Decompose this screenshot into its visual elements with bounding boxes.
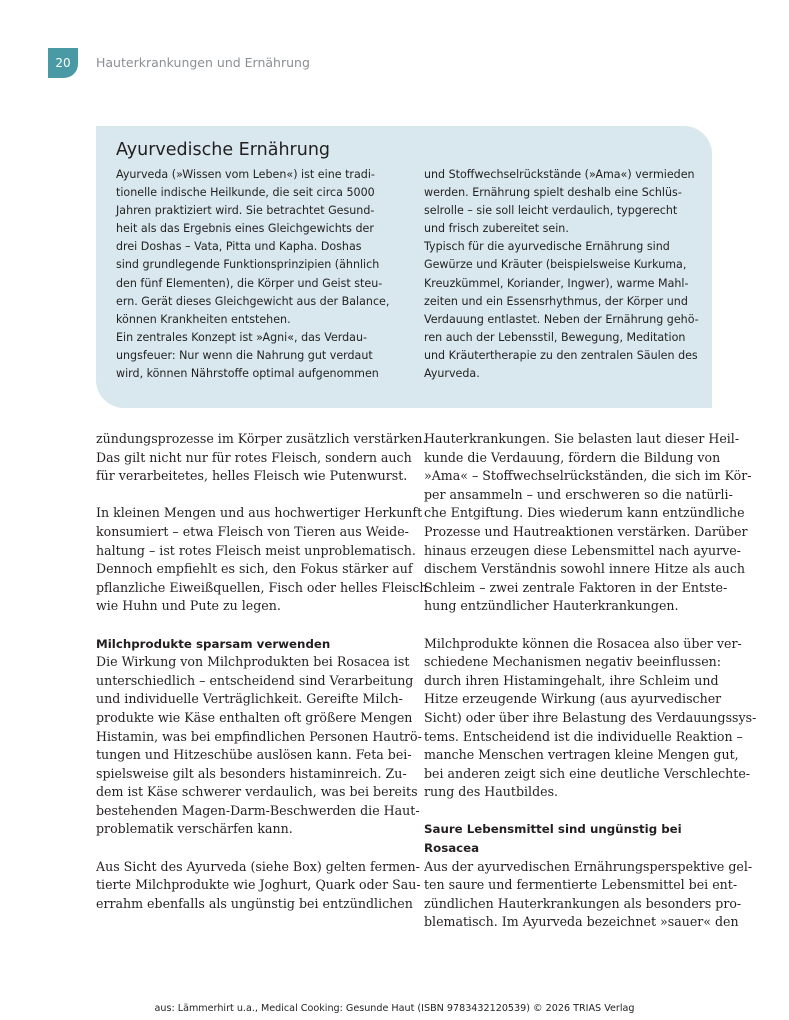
text-line: tems. Entscheidend ist die individuelle Reaktion – [424, 728, 743, 744]
text-line: Sicht) oder über ihre Belastung des Verdauungssys- [424, 709, 757, 725]
text-line: bei anderen zeigt sich eine deutliche Verschlechte- [424, 765, 751, 781]
text-line: Ayurveda (»Wissen vom Leben«) ist eine tradi- [116, 168, 375, 181]
info-box-title: Ayurvedische Ernährung [116, 140, 331, 160]
text-line: hinaus erzeugen diese Lebensmittel nach ayurve- [424, 542, 741, 558]
text-line: und Kräutertherapie zu den zentralen Säulen des [424, 348, 698, 362]
text-line: Das gilt nicht nur für rotes Fleisch, sondern auch [96, 449, 412, 465]
text-line: durch ihren Histamingehalt, ihre Schleim und [424, 672, 719, 688]
text-line: Aus Sicht des Ayurveda (siehe Box) gelten fermen- [96, 858, 420, 874]
text-line: tungen und Hitzeschübe auslösen kann. Feta bei- [96, 747, 412, 763]
text-line: zündlichen Hauterkrankungen als besonders pro- [424, 895, 742, 911]
page-number: 20 [55, 56, 71, 70]
text-line: und individuelle Verträglichkeit. Gereifte Milch- [96, 691, 403, 707]
text-line: Ein zentrales Konzept ist »Agni«, das Verdau- [116, 330, 368, 344]
source-footer: aus: Lämmerhirt u.a., Medical Cooking: Gesunde Haut (ISBN 9783432120539) © 2026 TRIAS Verlag [154, 1003, 635, 1014]
page-number-badge [48, 48, 78, 78]
text-line: konsumiert – etwa Fleisch von Tieren aus Weide- [96, 523, 409, 539]
text-line: tierte Milchprodukte wie Joghurt, Quark oder Sau- [96, 877, 421, 893]
text-line: errahm ebenfalls als ungünstig bei entzündlichen [96, 895, 413, 911]
text-line: Jahren praktiziert wird. Sie betrachtet Gesund- [116, 204, 375, 218]
text-line: Verdauung entlastet. Neben der Ernährung gehö- [424, 312, 699, 326]
paragraph [96, 653, 422, 839]
text-line: haltung – ist rotes Fleisch meist unproblematisch. [96, 542, 416, 558]
text-line: für verarbeitetes, helles Fleisch wie Putenwurst. [96, 468, 408, 484]
text-line: produkte wie Käse enthalten oft größere Mengen [96, 709, 413, 725]
text-line: selrolle – sie soll leicht verdaulich, typgerecht [424, 204, 678, 218]
text-line: »Ama« – Stoffwechselrückständen, die sich im Kör- [424, 468, 752, 484]
text-line: Hauterkrankungen. Sie belasten laut dieser Heil- [424, 431, 740, 446]
text-line: tionelle indische Heilkunde, die seit circa 5000 [116, 186, 375, 200]
text-line: rung des Hautbildes. [424, 784, 559, 800]
text-line: wird, können Nährstoffe optimal aufgenommen [116, 367, 379, 381]
text-line: Prozesse und Hautreaktionen verstärken. Darüber [424, 523, 748, 539]
text-line: bestehenden Magen-Darm-Beschwerden die Haut- [96, 802, 420, 818]
text-line: wie Huhn und Pute zu legen. [96, 598, 281, 614]
text-line: problematik verschärfen kann. [96, 821, 293, 837]
text-line: Milchprodukte können die Rosacea also über ver- [424, 635, 742, 651]
text-line: che Entgiftung. Dies wiederum kann entzündliche [424, 505, 745, 521]
text-line: Aus der ayurvedischen Ernährungsperspektive gel- [424, 858, 753, 874]
text-line: drei Doshas – Vata, Pitta und Kapha. Doshas [116, 240, 362, 254]
text-line: heit als das Ergebnis eines Gleichgewichts der [116, 222, 374, 236]
running-title: Hauterkrankungen und Ernährung [96, 55, 310, 70]
text-line: unterschiedlich – entscheidend sind Verarbeitung [96, 672, 414, 688]
section-heading-milchprodukte: Milchprodukte sparsam verwenden [96, 636, 331, 651]
text-line: ren auch der Lebensstil, Bewegung, Meditation [424, 330, 686, 344]
text-line: hung entzündlicher Hauterkrankungen. [424, 598, 679, 614]
text-line: spielsweise gilt als besonders histaminreich. Zu- [96, 765, 407, 781]
text-line: dem ist Käse schwerer verdaulich, was bei bereits [96, 784, 418, 800]
text-line: und Stoffwechselrückstände (»Ama«) vermieden [424, 168, 695, 181]
text-line: Schleim – zwei zentrale Faktoren in der Entste- [424, 579, 728, 595]
text-line: sind grundlegende Funktionsprinzipien (ähnlich [116, 258, 380, 272]
text-line: den fünf Elementen), die Körper und Geist steu- [116, 276, 383, 290]
text-line: zeiten und ein Essensrhythmus, der Körper und [424, 294, 688, 308]
text-line: schiedene Mechanismen negativ beeinflussen: [424, 654, 722, 670]
text-line: Hitze erzeugende Wirkung (aus ayurvedischer [424, 691, 722, 707]
left-text-column [96, 430, 428, 932]
text-line: Ayurveda. [424, 367, 480, 381]
text-line: manche Menschen vertragen kleine Mengen gut, [424, 747, 739, 763]
info-box-left-column [116, 166, 401, 383]
text-line: kunde die Verdauung, fördern die Bildung von [424, 449, 721, 465]
text-line: Histamin, was bei empfindlichen Personen Hautrö- [96, 728, 422, 744]
section-heading-saure-lebensmittel: Saure Lebensmittel sind ungünstig bei Rosacea [424, 822, 682, 856]
text-line: blematisch. Im Ayurveda bezeichnet »sauer« den [424, 914, 739, 930]
text-line: können Krankheiten entstehen. [116, 312, 291, 326]
text-line: dischem Verständnis sowohl innere Hitze als auch [424, 561, 746, 577]
text-line: pflanzliche Eiweißquellen, Fisch oder helles Fleisch [96, 579, 428, 595]
text-line: zündungsprozesse im Körper zusätzlich verstärken. [96, 431, 427, 446]
text-line: Kreuzkümmel, Koriander, Ingwer), warme Mahl- [424, 276, 689, 290]
text-line: Gewürze und Kräuter (beispielsweise Kurkuma, [424, 258, 687, 272]
paragraph [424, 430, 752, 616]
text-line: In kleinen Mengen und aus hochwertiger Herkunft [96, 505, 423, 521]
text-line: Dennoch empfiehlt es sich, den Fokus stärker auf [96, 561, 413, 577]
info-box-ayurveda [96, 126, 712, 408]
text-line: ten saure und fermentierte Lebensmittel bei ent- [424, 877, 738, 893]
right-text-column [424, 430, 757, 951]
paragraph [96, 504, 428, 616]
paragraph [424, 635, 757, 802]
paragraph [96, 430, 427, 486]
info-box-right-column [424, 166, 709, 383]
text-line: und frisch zubereitet sein. [424, 222, 569, 236]
text-line: ungsfeuer: Nur wenn die Nahrung gut verdaut [116, 348, 373, 362]
text-line: Die Wirkung von Milchprodukten bei Rosacea ist [96, 654, 410, 670]
text-line: Typisch für die ayurvedische Ernährung sind [424, 240, 670, 254]
text-line: per ansammeln – und erschweren so die natürli- [424, 486, 733, 502]
text-line: ern. Gerät dieses Gleichgewicht aus der Balance, [116, 294, 390, 308]
text-line: werden. Ernährung spielt deshalb eine Schlüs- [424, 186, 682, 200]
paragraph [424, 858, 753, 932]
paragraph [96, 858, 421, 914]
